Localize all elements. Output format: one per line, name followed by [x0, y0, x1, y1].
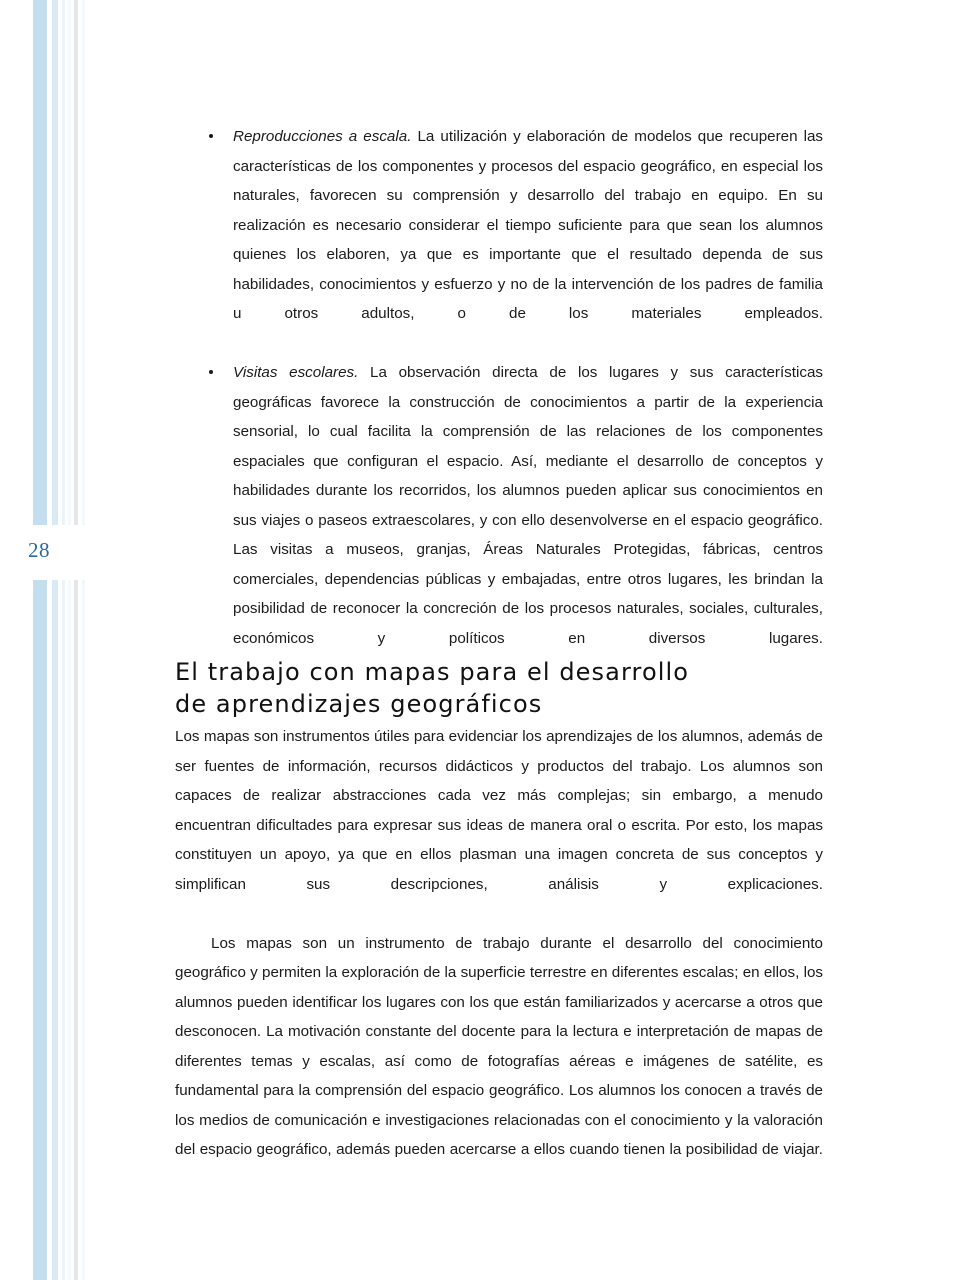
bullet-body-text: La observación directa de los lugares y sus características geográficas favorece la construcción de conocimientos a partir de la experiencia sensorial, lo cual facilita la comprensión de las relaciones de los componentes espaciales que configuran el espacio. Así, mediante el desarrollo de conceptos y habilidades durante los recorridos, los alumnos pueden aplicar sus conocimientos en sus viajes o paseos extraescolares, y con ello desenvolverse en el espacio geográfico. Las visitas a museos, granjas, Áreas Naturales Protegidas, fábricas, centros comerciales, dependencias públicas y embajadas, entre otros lugares, les brindan la posibilidad de reconocer la concreción de los procesos naturales, sociales, culturales, económicos y políticos en diversos lugares. [233, 364, 823, 647]
bullet-lead-term: Reproducciones a escala. [233, 128, 412, 145]
stripe-4 [68, 0, 71, 525]
body-paragraphs [175, 722, 823, 1194]
stripe-4 [68, 580, 71, 1280]
bullet-list [175, 122, 823, 683]
paragraph: Los mapas son instrumentos útiles para evidenciar los aprendizajes de los alumnos, además de ser fuentes de información, recursos didácticos y productos del trabajo. Los alumnos son capaces de realizar abstracciones cada vez más complejas; sin embargo, a menudo encuentran dificultades para expresar sus ideas de manera oral o escrita. Por esto, los mapas constituyen un apoyo, ya que en ellos plasman una imagen concreta de sus conceptos y simplifican sus descripciones, análisis y explicaciones. [175, 728, 823, 893]
bullet-body-text: La utilización y elaboración de modelos que recuperen las características de los componentes y procesos del espacio geográfico, en especial los naturales, favorecen su comprensión y desarrollo del trabajo en equipo. En su realización es necesario considerar el tiempo suficiente para que sean los alumnos quienes los elaboren, ya que es importante que el resultado dependa de sus habilidades, conocimientos y esfuerzo y no de la intervención de los padres de familia u otros adultos, o de los materiales empleados. [233, 128, 823, 322]
stripe-1 [33, 0, 47, 525]
bullet-text [233, 128, 823, 352]
stripe-1 [33, 580, 47, 1280]
stripe-2 [52, 580, 58, 1280]
stripe-6 [82, 580, 85, 1280]
section-heading [175, 656, 823, 720]
bullet-dot-icon [209, 370, 213, 374]
stripe-6 [82, 0, 85, 525]
decorative-stripe-band-bottom [0, 580, 90, 1280]
page-number: 28 [28, 538, 50, 562]
section-heading-line-1: El trabajo con mapas para el desarrollo [175, 657, 690, 686]
section-heading-line-2: de aprendizajes geográficos [175, 689, 543, 718]
list-item [175, 122, 823, 358]
bullet-text [233, 364, 823, 676]
bullet-dot-icon [209, 134, 213, 138]
stripe-5 [74, 0, 78, 525]
bullet-lead-term: Visitas escolares. [233, 364, 359, 381]
stripe-3 [62, 580, 65, 1280]
stripe-2 [52, 0, 58, 525]
paragraph: Los mapas son un instrumento de trabajo durante el desarrollo del conocimiento geográfico y permiten la exploración de la superficie terrestre en diferentes escalas; en ellos, los alumnos pueden identificar los lugares con los que están familiarizados y acercarse a otros que desconocen. La motivación constante del docente para la lectura e interpretación de mapas de diferentes temas y escalas, así como de fotografías aéreas e imágenes de satélite, es fundamental para la comprensión del espacio geográfico. Los alumnos los conocen a través de los medios de comunicación e investigaciones relacionadas con el conocimiento y la valoración del espacio geográfico, además pueden acercarse a ellos cuando tienen la posibilidad de viajar. [175, 934, 823, 1158]
stripe-5 [74, 580, 78, 1280]
decorative-stripe-band-top [0, 0, 90, 525]
stripe-3 [62, 0, 65, 525]
list-item [175, 358, 823, 683]
